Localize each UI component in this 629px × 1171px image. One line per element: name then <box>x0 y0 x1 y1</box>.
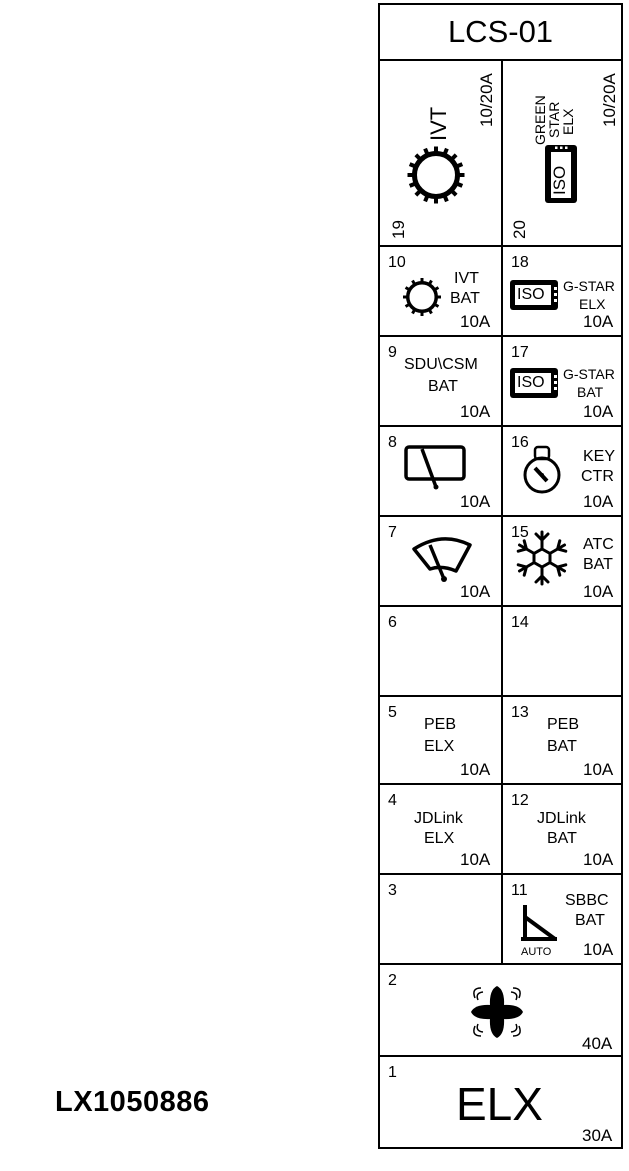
fuse-number: 9 <box>388 344 397 361</box>
fuse-label: BAT <box>547 830 577 847</box>
fuse-3 <box>380 875 501 963</box>
iso-label: ISO <box>517 286 545 303</box>
fuse-2 <box>380 965 621 1055</box>
fuse-label: CTR <box>581 468 614 485</box>
fuse-12 <box>503 785 623 873</box>
fuse-16 <box>503 427 623 515</box>
fuse-8 <box>380 427 501 515</box>
icon-caption: AUTO <box>521 946 552 958</box>
fuse-number: 11 <box>511 882 528 899</box>
fuse-label: BAT <box>583 556 613 573</box>
fuse-label: G-STAR <box>563 278 615 294</box>
blower-fan-icon <box>464 979 530 1045</box>
fuse-label: JDLink <box>414 810 463 827</box>
fuse-rating: 10A <box>583 312 614 331</box>
fuse-label: IVT <box>454 270 479 287</box>
fuse-label: ELX <box>560 108 576 135</box>
fuse-label: ELX <box>424 738 455 755</box>
fuse-4 <box>380 785 501 873</box>
fuse-rating: 10A <box>460 582 491 601</box>
snowflake-icon <box>515 529 569 587</box>
fuse-15 <box>503 517 623 605</box>
fuse-number: 14 <box>511 614 529 631</box>
fuse-number: 3 <box>388 882 397 899</box>
fuse-number: 20 <box>510 220 529 239</box>
fuse-rating: 10/20A <box>600 73 619 127</box>
fuse-rating: 10/20A <box>477 73 496 127</box>
fuse-rating: 10A <box>583 940 614 959</box>
fuse-11 <box>503 875 623 963</box>
fuse-label: BAT <box>547 738 577 755</box>
fuse-label: KEY <box>583 448 616 465</box>
fuse-rating: 10A <box>583 582 614 601</box>
fuse-label: STAR <box>546 101 562 138</box>
fuse-rating: 10A <box>460 760 491 779</box>
fuse-rating: 10A <box>583 850 614 869</box>
key-switch-icon <box>519 445 565 495</box>
fuse-rating: 10A <box>460 402 491 421</box>
fuse-10 <box>380 247 501 335</box>
fuse-label: ATC <box>583 536 614 553</box>
fuse-number: 16 <box>511 434 529 451</box>
fuse-label: SBBC <box>565 892 609 909</box>
fuse-14 <box>503 607 623 695</box>
iso-label: ISO <box>550 165 569 195</box>
fuse-label: PEB <box>424 716 457 733</box>
part-code: LX1050886 <box>55 1086 210 1118</box>
fuse-label: PEB <box>547 716 580 733</box>
fuse-label: BAT <box>577 384 604 400</box>
fuse-rating: 10A <box>460 312 491 331</box>
fuse-number: 5 <box>388 704 397 721</box>
fuse-number: 12 <box>511 792 529 809</box>
panel-title: LCS-01 <box>447 14 554 49</box>
fuse-rating: 10A <box>583 492 614 511</box>
iso-label: ISO <box>517 374 545 391</box>
fuse-rating: 30A <box>582 1126 613 1145</box>
fuse-rating: 10A <box>583 760 614 779</box>
fuse-label: ELX <box>424 830 455 847</box>
fuse-rating: 10A <box>583 402 614 421</box>
fuse-number: 1 <box>388 1064 397 1081</box>
fuse-number: 10 <box>388 254 406 271</box>
rear-wiper-icon <box>404 445 466 493</box>
fuse-13 <box>503 697 623 783</box>
fuse-number: 7 <box>388 524 397 541</box>
fuse-number: 18 <box>511 254 529 271</box>
fuse-19 <box>380 61 501 245</box>
ivt-gear-icon <box>402 277 442 317</box>
ivt-gear-icon <box>406 145 466 205</box>
fuse-number: 6 <box>388 614 397 631</box>
fuse-7 <box>380 517 501 605</box>
fuse-5 <box>380 697 501 783</box>
fuse-label: JDLink <box>537 810 586 827</box>
fuse-label: BAT <box>575 912 605 929</box>
fuse-6 <box>380 607 501 695</box>
fuse-number: 19 <box>389 220 408 239</box>
fuse-number: 15 <box>511 524 529 541</box>
auto-steer-icon <box>519 903 561 945</box>
fuse-label: IVT <box>426 106 451 141</box>
fuse-number: 2 <box>388 972 397 989</box>
fuse-number: 13 <box>511 704 529 721</box>
fuse-panel <box>378 3 623 1149</box>
fuse-18 <box>503 247 623 335</box>
fuse-label: BAT <box>428 378 458 395</box>
fuse-number: 4 <box>388 792 397 809</box>
fuse-label: GREEN <box>532 95 548 145</box>
fuse-number: 8 <box>388 434 397 451</box>
fuse-rating: 10A <box>460 850 491 869</box>
front-wiper-icon <box>410 533 474 585</box>
fuse-rating: 40A <box>582 1034 613 1053</box>
fuse-1 <box>380 1057 621 1147</box>
fuse-label: SDU\CSM <box>404 356 478 373</box>
fuse-rating: 10A <box>460 492 491 511</box>
fuse-label: BAT <box>450 290 480 307</box>
fuse-9 <box>380 337 501 425</box>
fuse-label: ELX <box>579 296 606 312</box>
fuse-label: G-STAR <box>563 366 615 382</box>
fuse-17 <box>503 337 623 425</box>
fuse-label: ELX <box>456 1078 543 1130</box>
fuse-number: 17 <box>511 344 529 361</box>
fuse-20 <box>503 61 623 245</box>
